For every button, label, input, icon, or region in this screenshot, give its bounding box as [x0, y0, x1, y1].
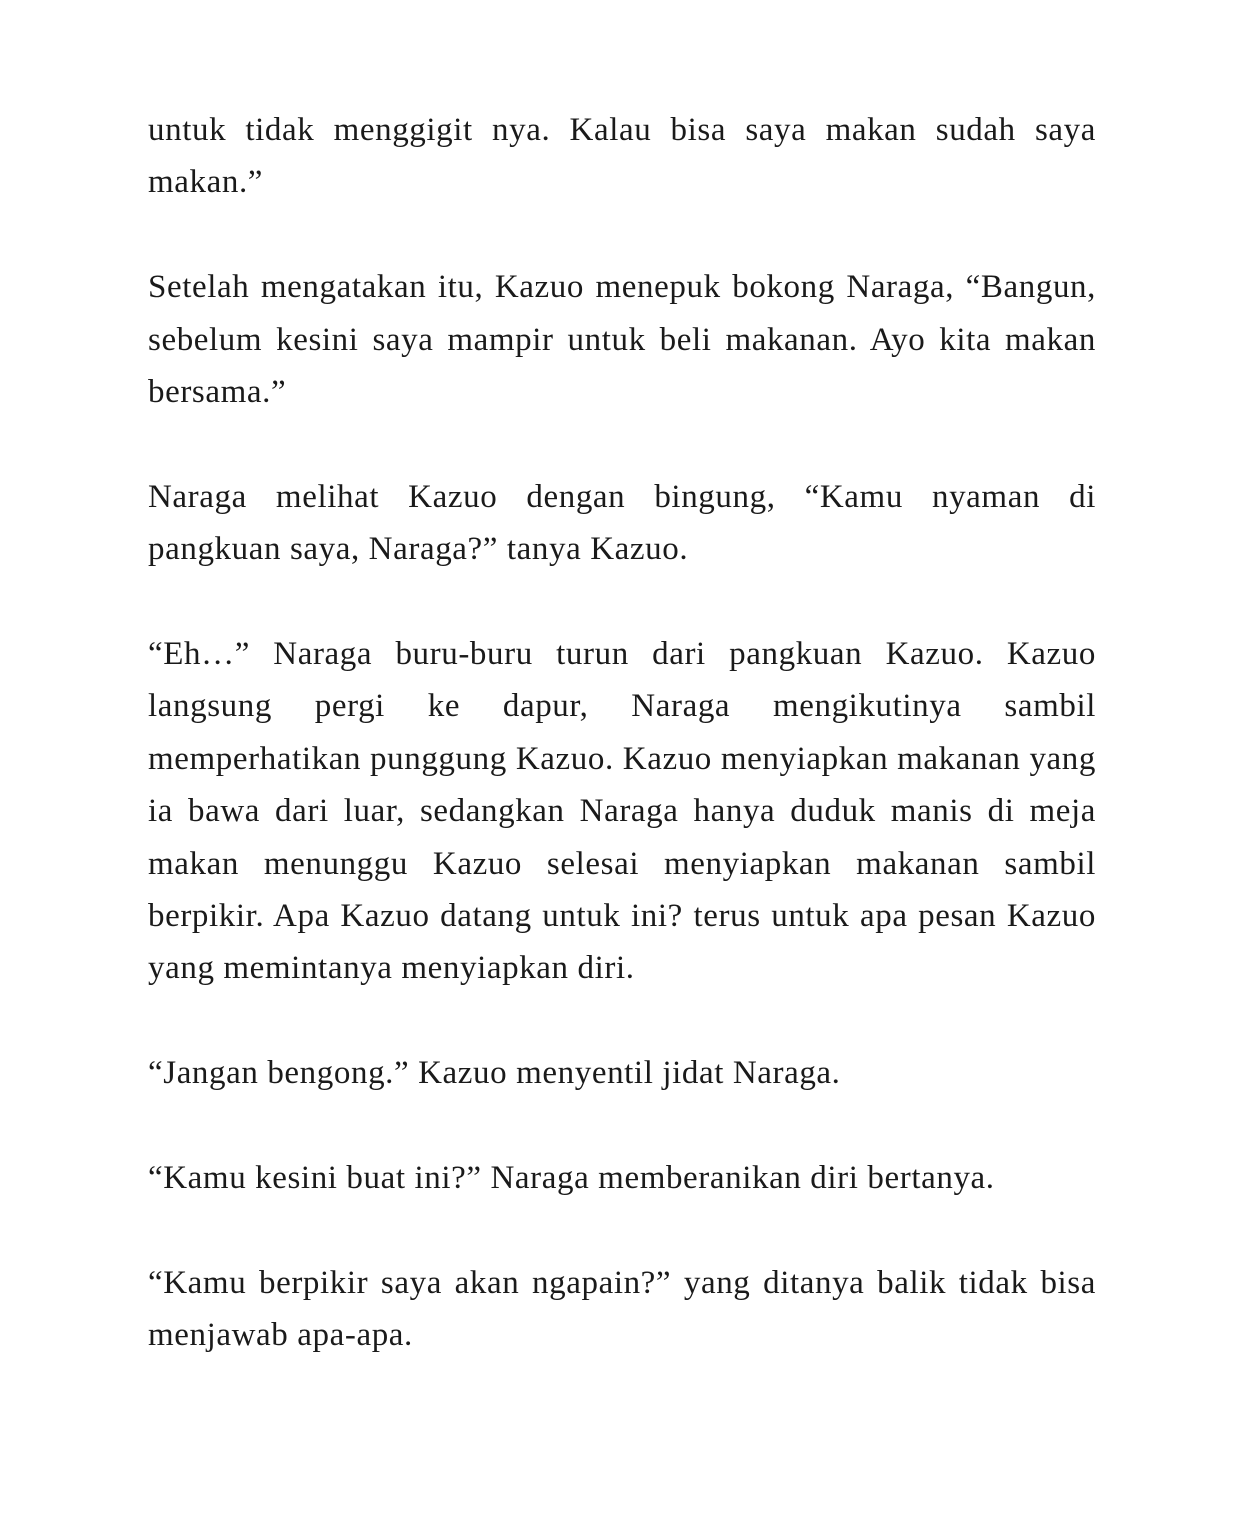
paragraph-4: “Eh…” Naraga buru-buru turun dari pangkuan Kazuo. Kazuo langsung pergi ke dapur, Naraga mengikutinya sambil memperhatikan punggung Kazuo. Kazuo menyiapkan makanan yang ia bawa dari luar, sedangkan Naraga hanya duduk manis di meja makan menunggu Kazuo selesai menyiapkan makanan sambil berpikir. Apa Kazuo datang untuk ini? terus untuk apa pesan Kazuo yang memintanya menyiapkan diri.	[148, 636, 1096, 987]
paragraph-1: untuk tidak menggigit nya. Kalau bisa saya makan sudah saya makan.”	[148, 112, 1096, 201]
document-page	[148, 104, 1096, 1362]
paragraph-5: “Jangan bengong.” Kazuo menyentil jidat Naraga.	[148, 1055, 841, 1092]
paragraph-6: “Kamu kesini buat ini?” Naraga memberanikan diri bertanya.	[148, 1160, 995, 1197]
paragraph-3: Naraga melihat Kazuo dengan bingung, “Kamu nyaman di pangkuan saya, Naraga?” tanya Kazuo.	[148, 478, 1096, 568]
paragraph-2: Setelah mengatakan itu, Kazuo menepuk bokong Naraga, “Bangun, sebelum kesini saya mampir untuk beli makanan. Ayo kita makan bersama.”	[148, 269, 1096, 411]
paragraph-7: “Kamu berpikir saya akan ngapain?” yang ditanya balik tidak bisa menjawab apa-apa.	[148, 1264, 1096, 1354]
